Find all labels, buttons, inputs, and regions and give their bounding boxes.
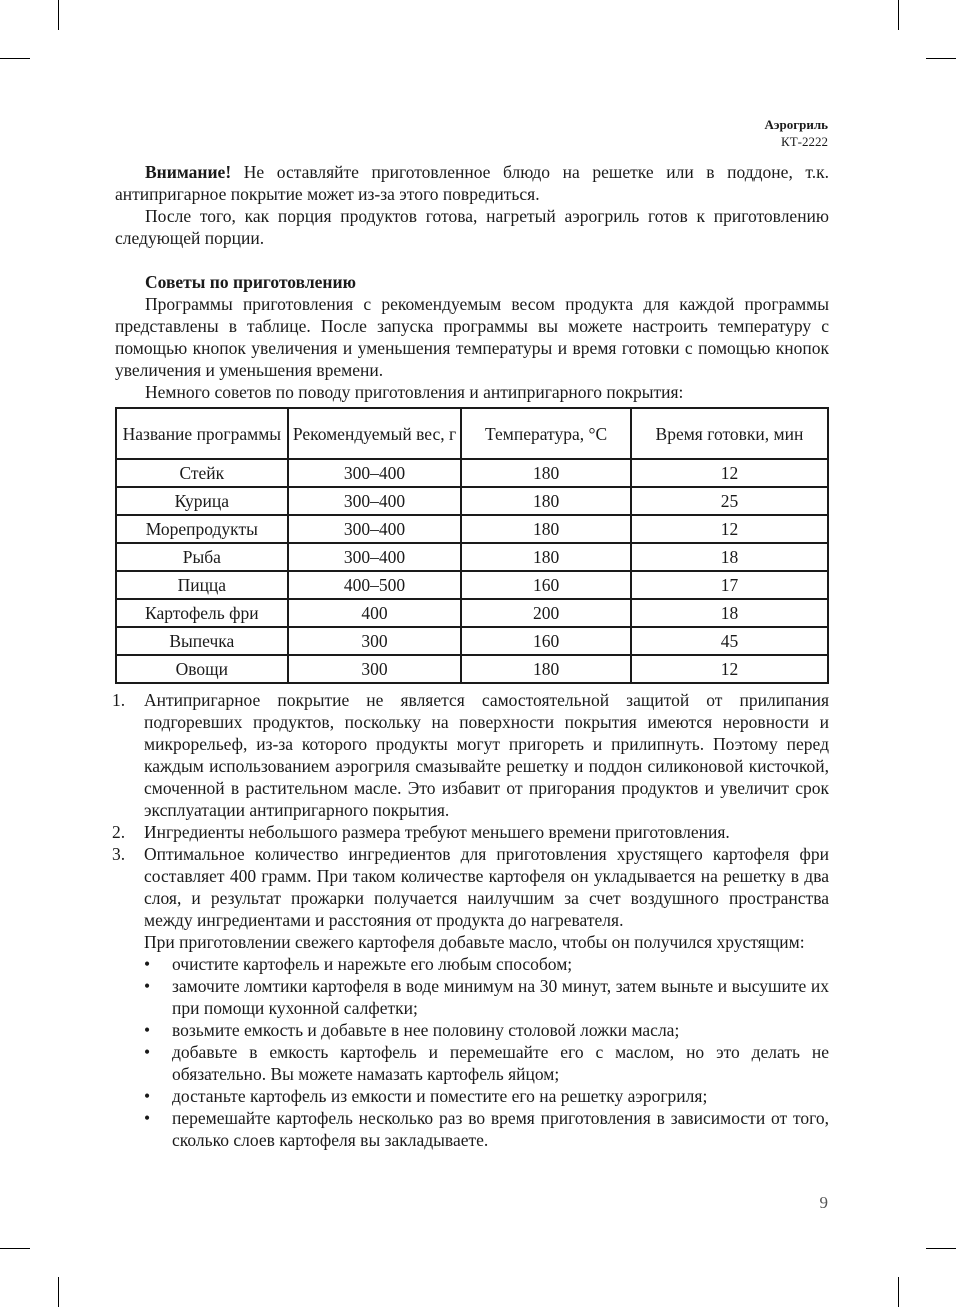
- list-item: [114, 843, 829, 1151]
- bullet-text: добавьте в емкость картофель и перемешайте его с маслом, но это делать не обязательно. Вы можете намазать картофель яйцом;: [172, 1042, 829, 1084]
- tips-paragraph: Программы приготовления с рекомендуемым весом продукта для каждой программы представлены в таблице. После запуска программы вы можете настроить температуру с помощью кнопок увеличения и уменьшения температуры и время готовки с помощью кнопок увеличения и уменьшения времени.: [115, 294, 829, 380]
- list-number: 1.: [112, 690, 126, 710]
- table-header-row: [116, 408, 828, 459]
- header-model: КТ-2222: [781, 134, 828, 149]
- table-cell: 300: [288, 627, 462, 655]
- crop-mark: [58, 0, 59, 30]
- bullet-text: перемешайте картофель несколько раз во время приготовления в зависимости от того, сколько слоев картофеля вы закладываете.: [172, 1108, 829, 1150]
- list-item-extra: При приготовлении свежего картофеля добавьте масло, чтобы он получился хрустящим:: [144, 932, 805, 952]
- column-header: Время готовки, мин: [631, 408, 828, 459]
- table-cell: Картофель фри: [116, 599, 288, 627]
- crop-mark: [898, 1277, 899, 1307]
- bullet-item: [144, 953, 829, 975]
- table-cell: 400: [288, 599, 462, 627]
- table-cell: 12: [631, 515, 828, 543]
- bullet-text: замочите ломтики картофеля в воде минимум на 30 минут, затем выньте и высушите их при помощи кухонной салфетки;: [172, 976, 829, 1018]
- bullet-icon: •: [144, 1020, 151, 1040]
- table-cell: 300: [288, 655, 462, 683]
- bullet-list: [144, 953, 829, 1151]
- header-product: Аэрогриль: [764, 117, 828, 132]
- table-cell: 300–400: [288, 487, 462, 515]
- column-header: Температура, °C: [461, 408, 631, 459]
- column-header: Рекомендуемый вес, г: [288, 408, 462, 459]
- table-row: [116, 655, 828, 683]
- table-cell: 180: [461, 459, 631, 487]
- table-cell: 25: [631, 487, 828, 515]
- table-cell: Курица: [116, 487, 288, 515]
- programs-table: [115, 407, 829, 684]
- list-item-text: Оптимальное количество ингредиентов для приготовления хрустящего картофеля фри составляет 400 грамм. При таком количестве картофеля он укладывается на решетку в два слоя, и результат прожарки получается наилучшим за счет воздушного пространства между ингредиентами и расстояния от продукта до нагревателя.: [144, 844, 829, 930]
- table-cell: Стейк: [116, 459, 288, 487]
- table-row: [116, 599, 828, 627]
- table-cell: 180: [461, 487, 631, 515]
- table-cell: 45: [631, 627, 828, 655]
- table-cell: Выпечка: [116, 627, 288, 655]
- bullet-icon: •: [144, 976, 151, 996]
- table-cell: Морепродукты: [116, 515, 288, 543]
- table-row: [116, 515, 828, 543]
- warning-label: Внимание!: [145, 162, 232, 182]
- tips-lead: Немного советов по поводу приготовления и антипригарного покрытия:: [145, 382, 684, 402]
- table-row: [116, 487, 828, 515]
- list-number: 2.: [112, 822, 126, 842]
- bullet-icon: •: [144, 954, 151, 974]
- section-heading: Советы по приготовлению: [145, 272, 356, 292]
- table-cell: 18: [631, 543, 828, 571]
- list-item-text: Антипригарное покрытие не является самостоятельной защитой от прилипания подгоревших продуктов, поскольку на поверхности покрытия имеются неровности и микрорельеф, из-за которого продукты могут пригореть и прилипнуть. Поэтому перед каждым использованием аэрогриля смазывайте решетку и поддон силиконовой кисточкой, смоченной в растительном масле. Это избавит от пригорания продуктов и увеличит срок эксплуатации антипригарного покрытия.: [144, 690, 829, 820]
- table-cell: 12: [631, 655, 828, 683]
- table-cell: 160: [461, 627, 631, 655]
- table-cell: 300–400: [288, 543, 462, 571]
- list-item-text: Ингредиенты небольшого размера требуют меньшего времени приготовления.: [144, 822, 730, 842]
- table-row: [116, 571, 828, 599]
- list-number: 3.: [112, 844, 126, 864]
- tips-list: [112, 689, 829, 1151]
- table-row: [116, 627, 828, 655]
- table-cell: Рыба: [116, 543, 288, 571]
- crop-mark: [58, 1277, 59, 1307]
- list-item: [114, 689, 829, 821]
- table-cell: Овощи: [116, 655, 288, 683]
- bullet-item: [144, 1107, 829, 1151]
- table-cell: 17: [631, 571, 828, 599]
- table-cell: 180: [461, 655, 631, 683]
- table-cell: 400–500: [288, 571, 462, 599]
- table-cell: 300–400: [288, 459, 462, 487]
- intro-paragraph: После того, как порция продуктов готова, нагретый аэрогриль готов к приготовлению следующей порции.: [115, 206, 829, 248]
- table-row: [116, 459, 828, 487]
- crop-mark: [926, 1248, 956, 1249]
- table-cell: 200: [461, 599, 631, 627]
- page-content: [112, 161, 829, 1151]
- table-cell: 160: [461, 571, 631, 599]
- table-cell: 180: [461, 515, 631, 543]
- bullet-text: очистите картофель и нарежьте его любым способом;: [172, 954, 573, 974]
- column-header: Название программы: [116, 408, 288, 459]
- warning-text: Не оставляйте приготовленное блюдо на решетке или в поддоне, т.к. антипригарное покрытие может из-за этого повредиться.: [115, 162, 829, 204]
- bullet-item: [144, 1085, 829, 1107]
- table-cell: 180: [461, 543, 631, 571]
- table-cell: Пицца: [116, 571, 288, 599]
- bullet-text: возьмите емкость и добавьте в нее половину столовой ложки масла;: [172, 1020, 680, 1040]
- bullet-icon: •: [144, 1108, 151, 1128]
- table-row: [116, 543, 828, 571]
- bullet-icon: •: [144, 1086, 151, 1106]
- bullet-item: [144, 975, 829, 1019]
- bullet-icon: •: [144, 1042, 151, 1062]
- table-cell: 12: [631, 459, 828, 487]
- crop-mark: [0, 58, 30, 59]
- warning-paragraph: [115, 161, 829, 205]
- bullet-item: [144, 1041, 829, 1085]
- running-header: [764, 116, 828, 150]
- bullet-text: достаньте картофель из емкости и поместите его на решетку аэрогриля;: [172, 1086, 708, 1106]
- crop-mark: [898, 0, 899, 30]
- table-cell: 300–400: [288, 515, 462, 543]
- bullet-item: [144, 1019, 829, 1041]
- list-item: [114, 821, 829, 843]
- page-number: 9: [819, 1193, 828, 1212]
- crop-mark: [926, 58, 956, 59]
- crop-mark: [0, 1248, 30, 1249]
- table-cell: 18: [631, 599, 828, 627]
